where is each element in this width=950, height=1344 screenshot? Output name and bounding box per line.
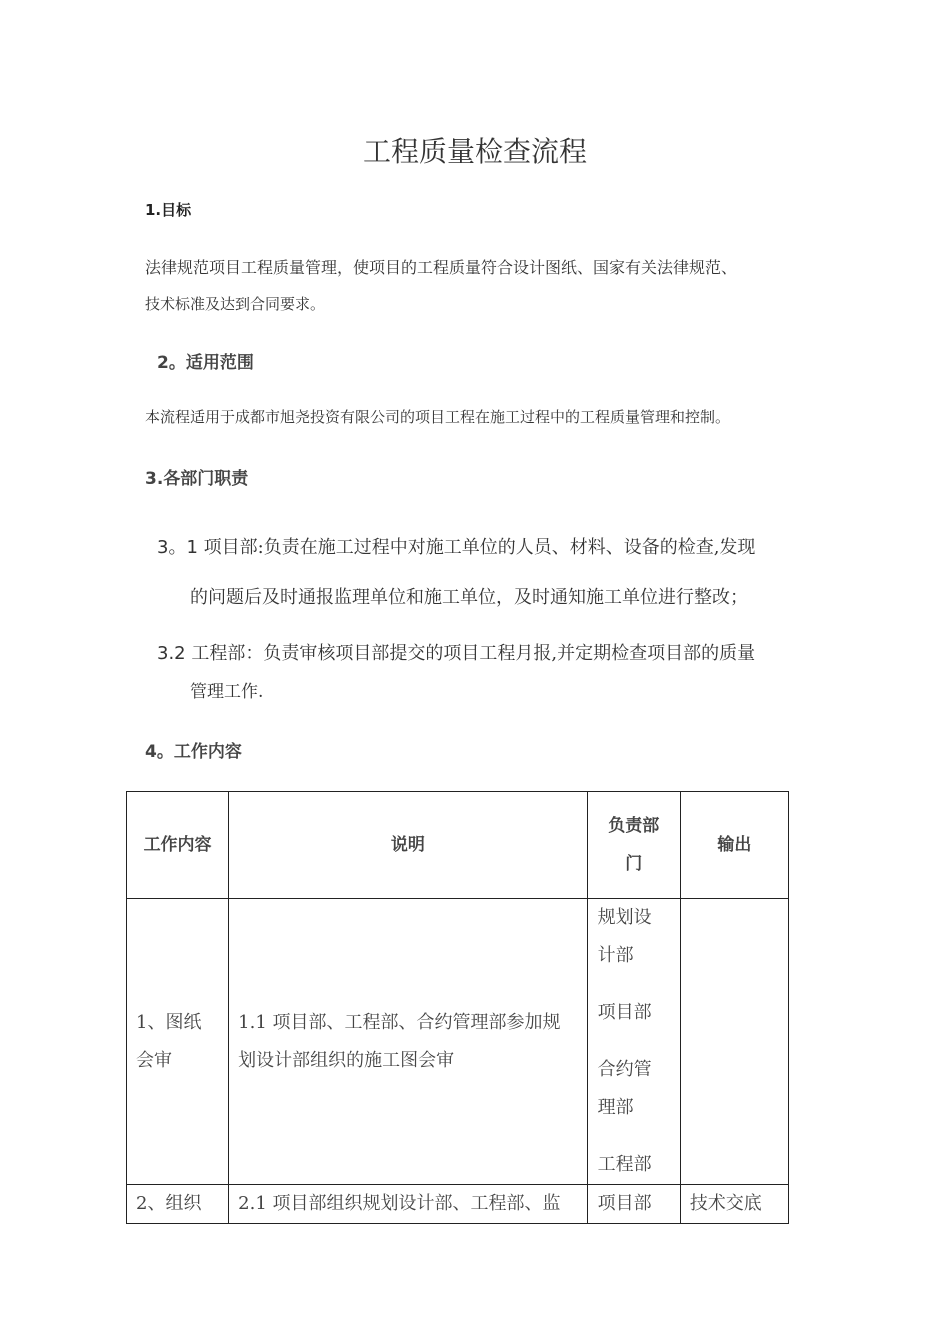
dept-planning-line1: 规划设 <box>597 907 652 928</box>
cell-text: 1、图纸 <box>136 1011 202 1033</box>
cell-text: 1.1 项目部、工程部、合约管理部参加规 <box>238 1011 561 1033</box>
dept-contract-line2: 理部 <box>597 1097 634 1118</box>
item-text: 项目部:负责在施工过程中对施工单位的人员、材料、设备的检查,发现 <box>197 537 756 558</box>
item-text: 工程部：负责审核项目部提交的项目工程月报,并定期检查项目部的质量 <box>185 643 756 664</box>
dept-engineering: 工程部 <box>597 1154 652 1175</box>
responsibility-item-project-cont: 的问题后及时通报监理单位和施工单位，及时通知施工单位进行整改； <box>190 587 748 608</box>
page-title: 工程质量检查流程 <box>362 135 587 168</box>
cell-output <box>680 899 788 1185</box>
cell-department <box>587 899 680 1185</box>
section-heading-scope: 2。适用范围 <box>157 353 254 373</box>
scope-paragraph: 本流程适用于成都市旭尧投资有限公司的项目工程在施工过程中的工程质量管理和控制。 <box>145 408 731 426</box>
cell-text: 项目部 <box>597 1193 652 1214</box>
header-department <box>587 792 680 899</box>
responsibility-item-engineering-cont: 管理工作. <box>190 682 264 702</box>
cell-text: 划设计部组织的施工图会审 <box>238 1049 455 1071</box>
section-heading-work-content: 4。工作内容 <box>145 742 242 762</box>
header-description: 说明 <box>229 792 588 899</box>
dept-planning-line2: 计部 <box>597 945 634 966</box>
responsibility-item-engineering <box>157 639 755 665</box>
cell-description <box>229 899 588 1185</box>
cell-description <box>229 1185 588 1224</box>
goal-paragraph-line2: 技术标准及达到合同要求。 <box>145 295 326 313</box>
cell-text: 技术交底 <box>689 1193 762 1214</box>
item-number: 3。1 <box>157 537 198 558</box>
section-heading-responsibilities: 3.各部门职责 <box>145 469 249 489</box>
dept-contract-line1: 合约管 <box>597 1059 652 1080</box>
table-row <box>127 899 789 1185</box>
cell-text: 2.1 项目部组织规划设计部、工程部、监 <box>238 1193 561 1214</box>
responsibility-item-project <box>157 533 755 559</box>
item-number: 3.2 <box>157 643 186 664</box>
cell-content <box>127 1185 229 1224</box>
cell-text: 2、组织 <box>136 1193 202 1214</box>
cell-text: 会审 <box>136 1049 172 1071</box>
table-header-row <box>127 792 789 899</box>
dept-project: 项目部 <box>597 1002 652 1023</box>
work-content-table <box>126 791 789 1224</box>
header-department-line1: 负责部 <box>608 816 660 836</box>
header-content: 工作内容 <box>127 792 229 899</box>
section-heading-goal: 1.目标 <box>145 201 192 219</box>
table-row <box>127 1185 789 1224</box>
goal-paragraph-line1: 法律规范项目工程质量管理，使项目的工程质量符合设计图纸、国家有关法律规范、 <box>145 258 738 277</box>
cell-output <box>680 1185 788 1224</box>
header-output: 输出 <box>680 792 788 899</box>
cell-department <box>587 1185 680 1224</box>
cell-content <box>127 899 229 1185</box>
header-department-line2: 门 <box>625 854 643 874</box>
